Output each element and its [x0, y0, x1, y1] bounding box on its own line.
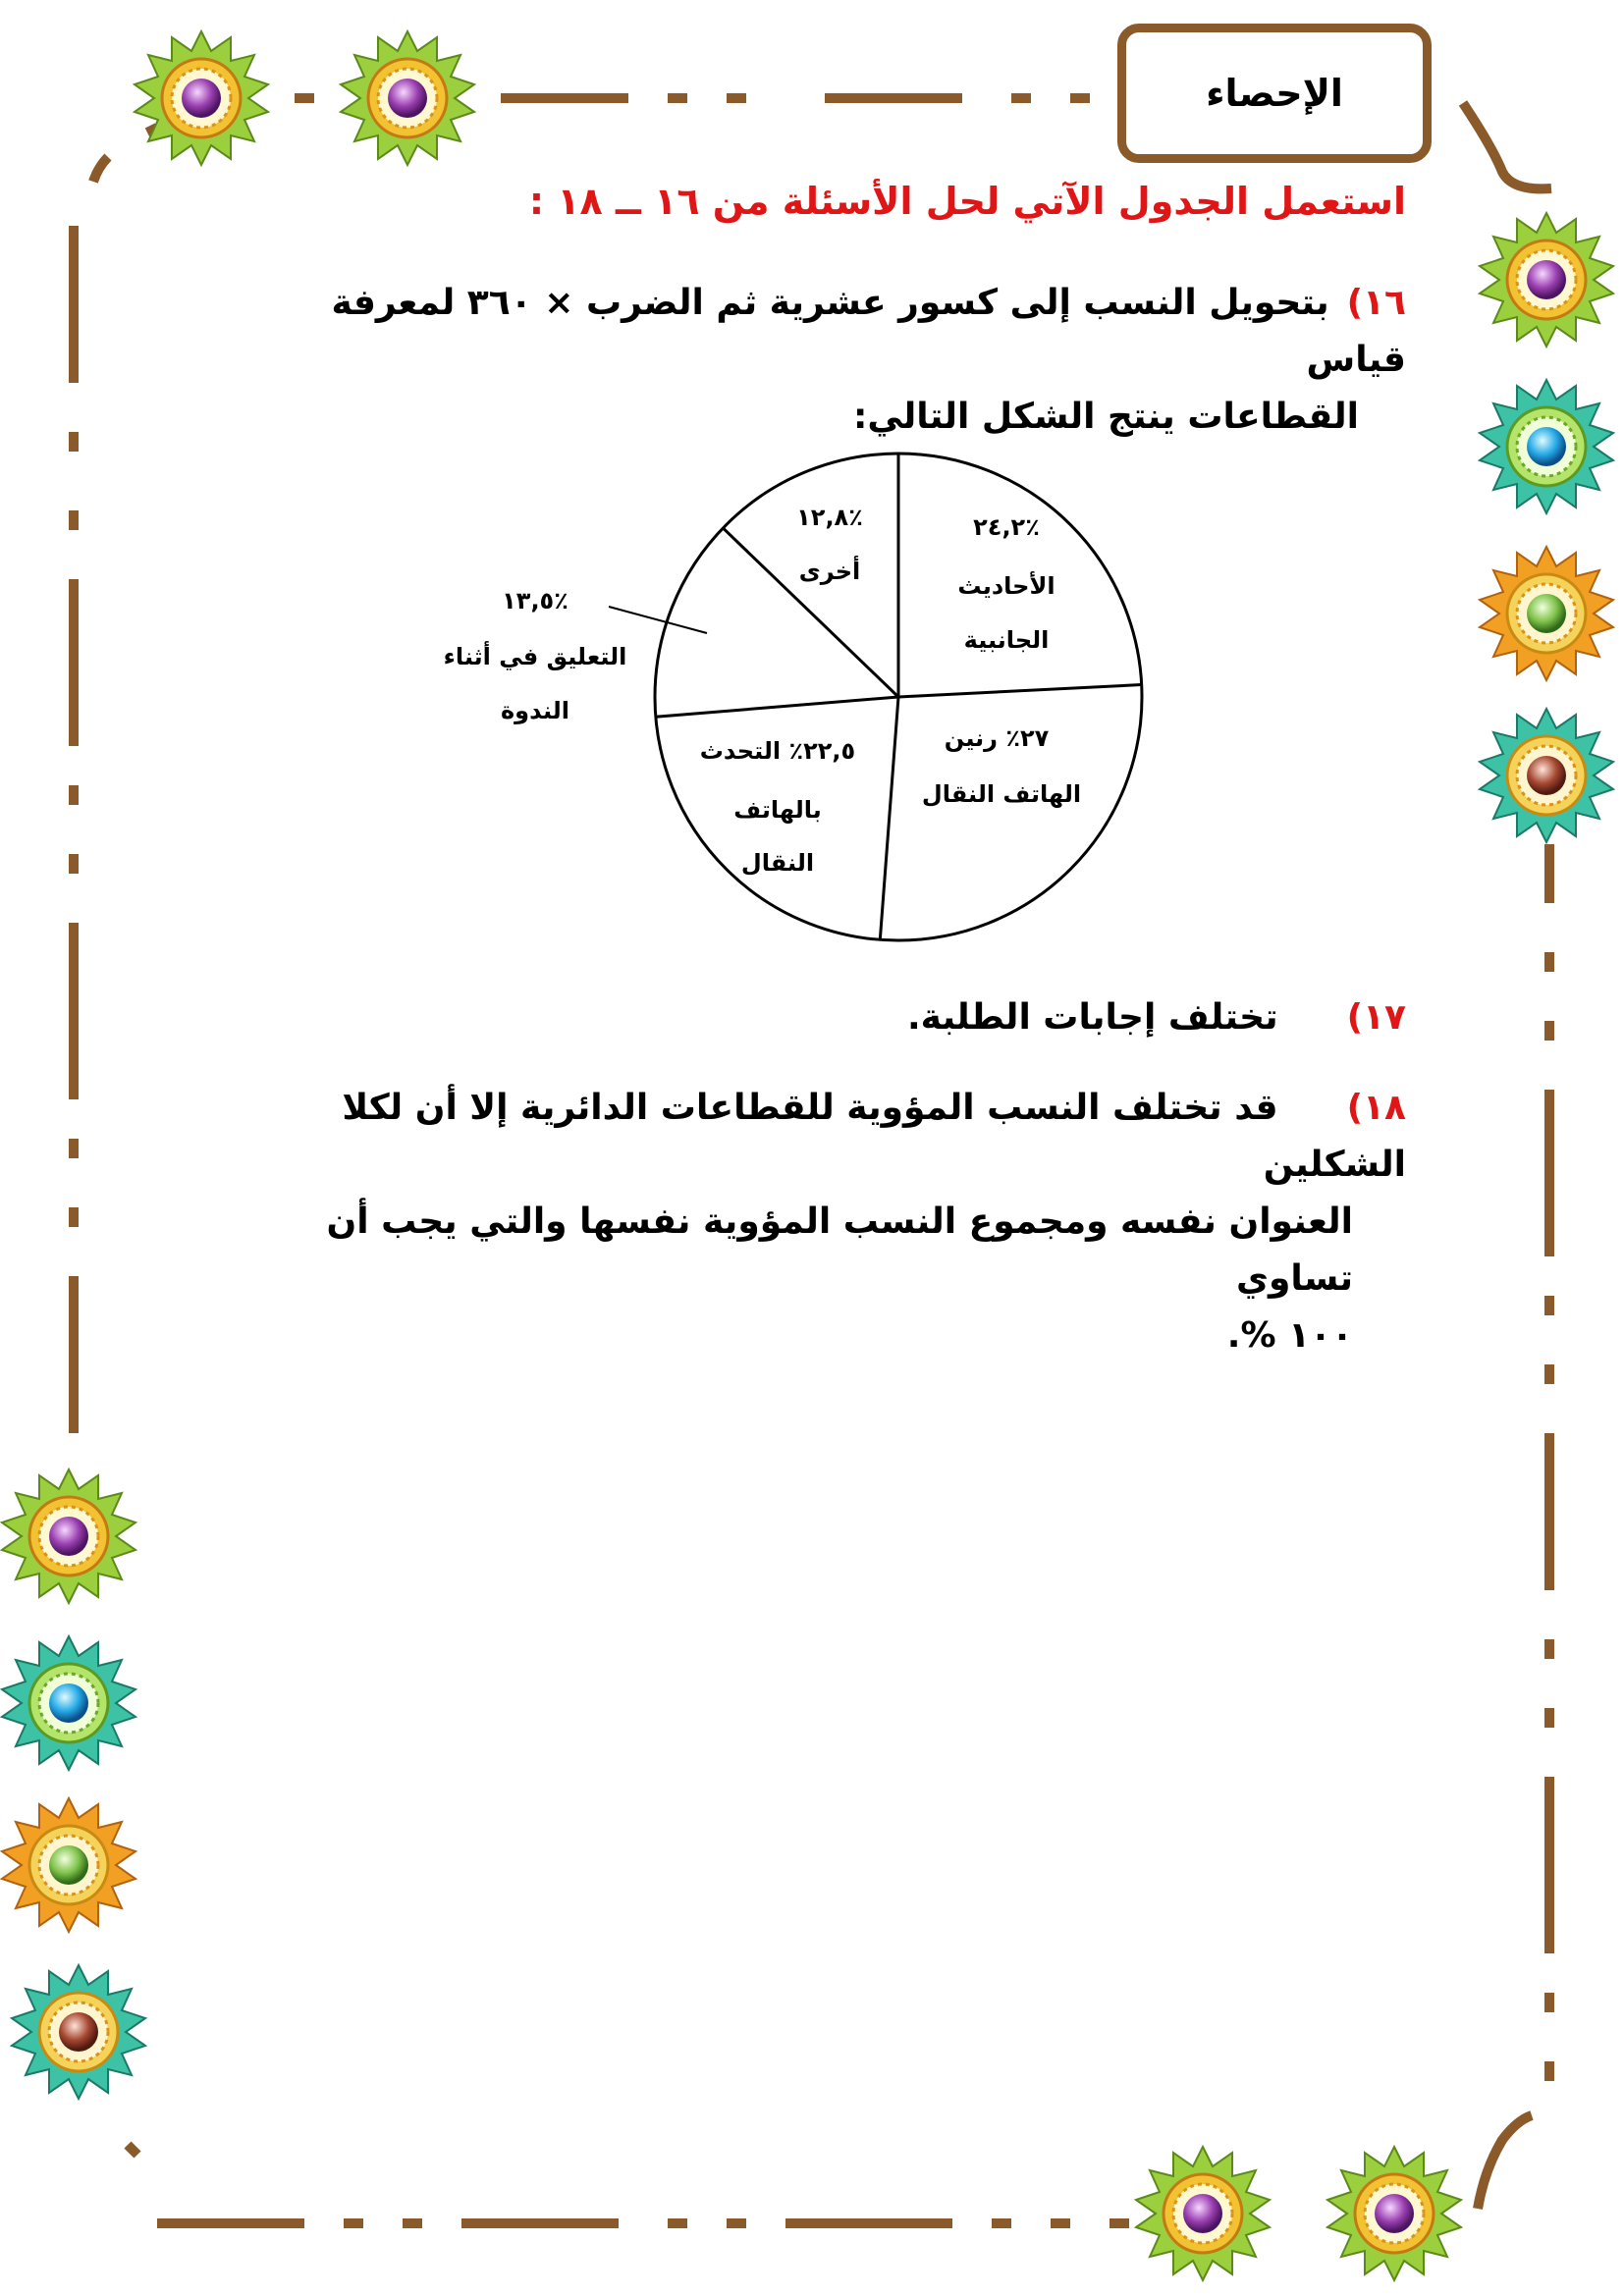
flower-ornament-icon: [1326, 2145, 1463, 2282]
flower-ornament-icon: [1478, 378, 1615, 515]
question-16-line-2: القطاعات ينتج الشكل التالي:: [852, 397, 1359, 437]
slice-label: بالهاتف: [733, 796, 822, 824]
flower-ornament-icon: [1134, 2145, 1272, 2282]
flower-ornament-icon: [1478, 211, 1615, 348]
page-title: الإحصاء: [1206, 72, 1343, 115]
flower-ornament-icon: [133, 29, 270, 167]
question-17-line-1: [247, 989, 1406, 1046]
slice-percent: ١٣,٥٪: [502, 587, 568, 614]
flower-ornament-icon: [1478, 545, 1615, 682]
question-18: [247, 1080, 1406, 1364]
flower-ornament-icon: [0, 1634, 137, 1772]
slice-label-commenting: [444, 587, 627, 724]
flower-ornament-icon: [10, 1963, 147, 2101]
slice-label: النقال: [740, 849, 815, 877]
question-18-line-3: ١٠٠ %.: [1226, 1315, 1353, 1356]
question-text: تختلف إجابات الطلبة.: [906, 997, 1278, 1038]
question-18-line-1: [247, 1080, 1406, 1194]
question-number: ١٨): [1346, 1088, 1406, 1128]
question-16-line-1: [247, 275, 1406, 389]
pie-chart: [422, 447, 1168, 957]
title-box: [1117, 24, 1432, 163]
question-16: [247, 275, 1406, 446]
slice-label: الهاتف النقال: [921, 780, 1082, 808]
question-text: قد تختلف النسب المؤوية للقطاعات الدائرية إلا أن لكلا الشكلين: [342, 1088, 1406, 1185]
slice-label: أخرى: [798, 558, 861, 585]
slice-label: الجانبية: [963, 626, 1050, 654]
question-number: ١٧): [1346, 997, 1406, 1038]
slice-percent: ٢٧٪ رنين: [944, 724, 1050, 752]
question-17: [247, 989, 1406, 1046]
flower-ornament-icon: [0, 1468, 137, 1605]
slice-percent: ٢٤,٢٪: [973, 513, 1040, 541]
flower-ornament-icon: [339, 29, 476, 167]
slice-label: الندوة: [501, 697, 569, 724]
question-number: ١٦): [1346, 283, 1406, 323]
slice-label: التعليق في أثناء: [443, 643, 627, 670]
instruction-heading: استعمل الجدول الآتي لحل الأسئلة من ١٦ ــ ١٨ :: [528, 180, 1406, 223]
slice-percent: ١٢,٨٪: [796, 504, 863, 531]
slice-percent: ٢٢,٥٪ التحدث: [699, 737, 856, 765]
flower-ornament-icon: [0, 1796, 137, 1934]
question-18-line-2: العنوان نفسه ومجموع النسب المؤوية نفسها والتي يجب أن تساوي: [326, 1201, 1353, 1299]
slice-label: الأحاديث: [957, 572, 1056, 600]
question-text: بتحويل النسب إلى كسور عشرية ثم الضرب × ٣٦٠ لمعرفة قياس: [331, 283, 1406, 380]
flower-ornament-icon: [1478, 707, 1615, 844]
